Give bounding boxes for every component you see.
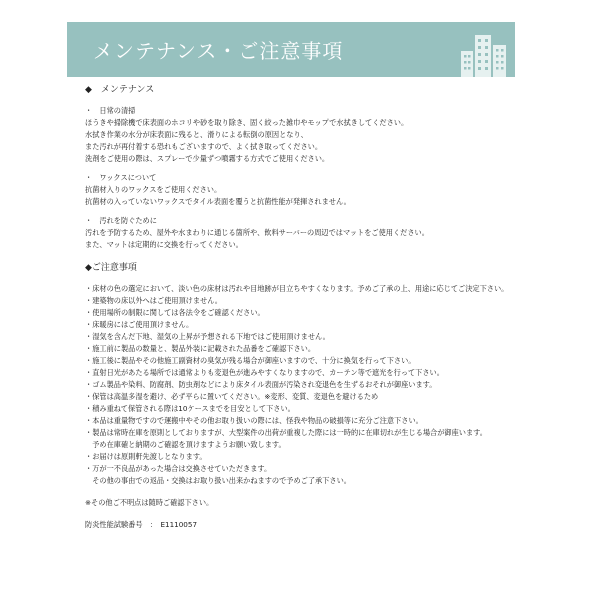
text-line: また汚れが再付着する恐れもございますので、よく拭き取ってください。 [85, 142, 323, 151]
list-item: ・製品は常時在庫を原則としておりますが、大型案件の出荷が重複した際には一時的に在庫切れが生じる場合が御座います。 [85, 428, 487, 437]
list-item: 予め在庫確と納期のご確認を頂けますようお願い致します。 [85, 440, 286, 449]
list-item: その他の事由での返品・交換はお取り扱い出来かねますので予めご了承下さい。 [85, 476, 351, 485]
text-line: 洗剤をご使用の際は、スプレーで少量ずつ噴霧する方式でご使用ください。 [85, 154, 330, 163]
list-item: ・お届けは原則軒先渡しとなります。 [85, 452, 207, 461]
list-item: ・床材の色の選定において、淡い色の床材は汚れや目地跡が目立ちやすくなります。予めご了承の上、用途に応じてご決定下さい。 [85, 284, 509, 293]
text-line: 抗菌材入りのワックスをご使用ください。 [85, 185, 222, 194]
list-item: ・本品は重量物ですので運搬中やその他お取り扱いの際には、怪我や物品の破損等に充分ご注意下さい。 [85, 416, 423, 425]
content [85, 83, 515, 531]
list-item: ・保管は高温多湿を避け、必ず平らに置いてください。※変形、変質、変退色を避けるため [85, 392, 379, 401]
list-item: ・ゴム製品や染料、防腐剤、防虫剤などにより床タイル表面が汚染され変退色を生ずるおそれが御座います。 [85, 380, 437, 389]
title-banner [67, 22, 515, 77]
text-line: ほうきや掃除機で床表面のホコリや砂を取り除き、固く絞った雑巾やモップで水拭きしてください。 [85, 118, 409, 127]
building-icon [459, 29, 509, 77]
text-line: 抗菌材の入っていないワックスでタイル表面を覆うと抗菌性能が発揮されません。 [85, 197, 351, 206]
footer-note: ※その他ご不明点は随時ご確認下さい。 [85, 498, 214, 507]
subsection-title: ・ ワックスについて [85, 173, 157, 182]
list-item: ・施工前に製品の数量と、製品外装に記載された品番をご確認下さい。 [85, 344, 316, 353]
page-title: メンテナンス・ご注意事項 [93, 39, 344, 63]
text-line: 水拭き作業の水分が床表面に残ると、滑りによる転倒の原因となり、 [85, 130, 308, 139]
list-item: ・積み重ねて保管される際は10ケースまでを目安として下さい。 [85, 404, 295, 413]
maintenance-heading: ◆ メンテナンス [85, 85, 155, 95]
subsection-title: ・ 汚れを防ぐために [85, 216, 157, 225]
list-item: ・床暖房にはご使用頂けません。 [85, 320, 194, 329]
cautions-heading: ◆ご注意事項 [85, 263, 137, 273]
list-item: ・施工後に製品やその他施工副資材の臭気が残る場合が御座いますので、十分に換気を行って下さい。 [85, 356, 416, 365]
cautions-list [85, 283, 515, 487]
fire-test-number: 防炎性能試験番号 ： E1110057 [85, 520, 198, 529]
text-line: また、マットは定期的に交換を行ってください。 [85, 240, 243, 249]
list-item: ・建築物の床以外へはご使用頂けません。 [85, 296, 222, 305]
text-line: 汚れを予防するため、屋外や水まわりに通じる箇所や、飲料サーバーの周辺ではマットをご使用ください。 [85, 228, 429, 237]
subsection-title: ・ 日常の清掃 [85, 106, 136, 115]
list-item: ・湿気を含んだ下地、湿気の上昇が予想される下地ではご使用頂けません。 [85, 332, 330, 341]
list-item: ・使用場所の制限に関しては各法令をご確認ください。 [85, 308, 265, 317]
list-item: ・万が一不良品があった場合は交換させていただきます。 [85, 464, 272, 473]
list-item: ・直射日光があたる場所では通常よりも変退色が進みやすくなりますので、カーテン等で遮光を行って下さい。 [85, 368, 444, 377]
